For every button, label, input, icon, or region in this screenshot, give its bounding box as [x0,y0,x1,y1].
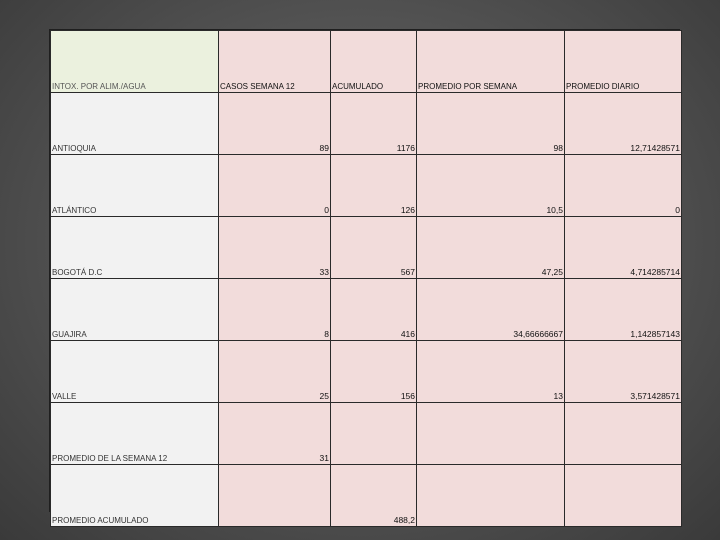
empty-cell[interactable] [219,465,331,527]
spreadsheet-table [49,29,680,525]
casos-cell[interactable]: 0 [219,155,331,217]
summary-label-cell[interactable]: PROMEDIO ACUMULADO [51,465,219,527]
region-cell[interactable]: ANTIOQUIA [51,93,219,155]
summary-row-promedio-acumulado [51,465,682,527]
table-row [51,93,682,155]
table-row [51,155,682,217]
casos-cell[interactable]: 89 [219,93,331,155]
summary-value-cell[interactable]: 31 [219,403,331,465]
promedio-semana-cell[interactable]: 47,25 [417,217,565,279]
summary-label-cell[interactable]: PROMEDIO DE LA SEMANA 12 [51,403,219,465]
header-cell-acumulado[interactable]: ACUMULADO [331,31,417,93]
summary-row-promedio-semana [51,403,682,465]
promedio-semana-cell[interactable]: 98 [417,93,565,155]
promedio-diario-cell[interactable]: 3,571428571 [565,341,682,403]
empty-cell[interactable] [417,465,565,527]
region-cell[interactable]: VALLE [51,341,219,403]
table-row [51,217,682,279]
promedio-diario-cell[interactable]: 1,142857143 [565,279,682,341]
promedio-diario-cell[interactable]: 4,714285714 [565,217,682,279]
header-cell-category[interactable]: INTOX. POR ALIM./AGUA [51,31,219,93]
casos-cell[interactable]: 25 [219,341,331,403]
region-cell[interactable]: ATLÁNTICO [51,155,219,217]
empty-cell[interactable] [565,403,682,465]
table-row [51,279,682,341]
empty-cell[interactable] [565,465,682,527]
promedio-semana-cell[interactable]: 10,5 [417,155,565,217]
region-cell[interactable]: GUAJIRA [51,279,219,341]
header-cell-promedio-semana[interactable]: PROMEDIO POR SEMANA [417,31,565,93]
acumulado-cell[interactable]: 567 [331,217,417,279]
casos-cell[interactable]: 33 [219,217,331,279]
header-cell-casos[interactable]: CASOS SEMANA 12 [219,31,331,93]
promedio-semana-cell[interactable]: 13 [417,341,565,403]
data-table [50,30,682,527]
acumulado-cell[interactable]: 156 [331,341,417,403]
acumulado-cell[interactable]: 1176 [331,93,417,155]
casos-cell[interactable]: 8 [219,279,331,341]
empty-cell[interactable] [331,403,417,465]
promedio-semana-cell[interactable]: 34,66666667 [417,279,565,341]
header-cell-promedio-diario[interactable]: PROMEDIO DIARIO [565,31,682,93]
acumulado-cell[interactable]: 126 [331,155,417,217]
promedio-diario-cell[interactable]: 12,71428571 [565,93,682,155]
header-row [51,31,682,93]
region-cell[interactable]: BOGOTÁ D.C [51,217,219,279]
table-row [51,341,682,403]
summary-value-cell[interactable]: 488,2 [331,465,417,527]
empty-cell[interactable] [417,403,565,465]
acumulado-cell[interactable]: 416 [331,279,417,341]
promedio-diario-cell[interactable]: 0 [565,155,682,217]
